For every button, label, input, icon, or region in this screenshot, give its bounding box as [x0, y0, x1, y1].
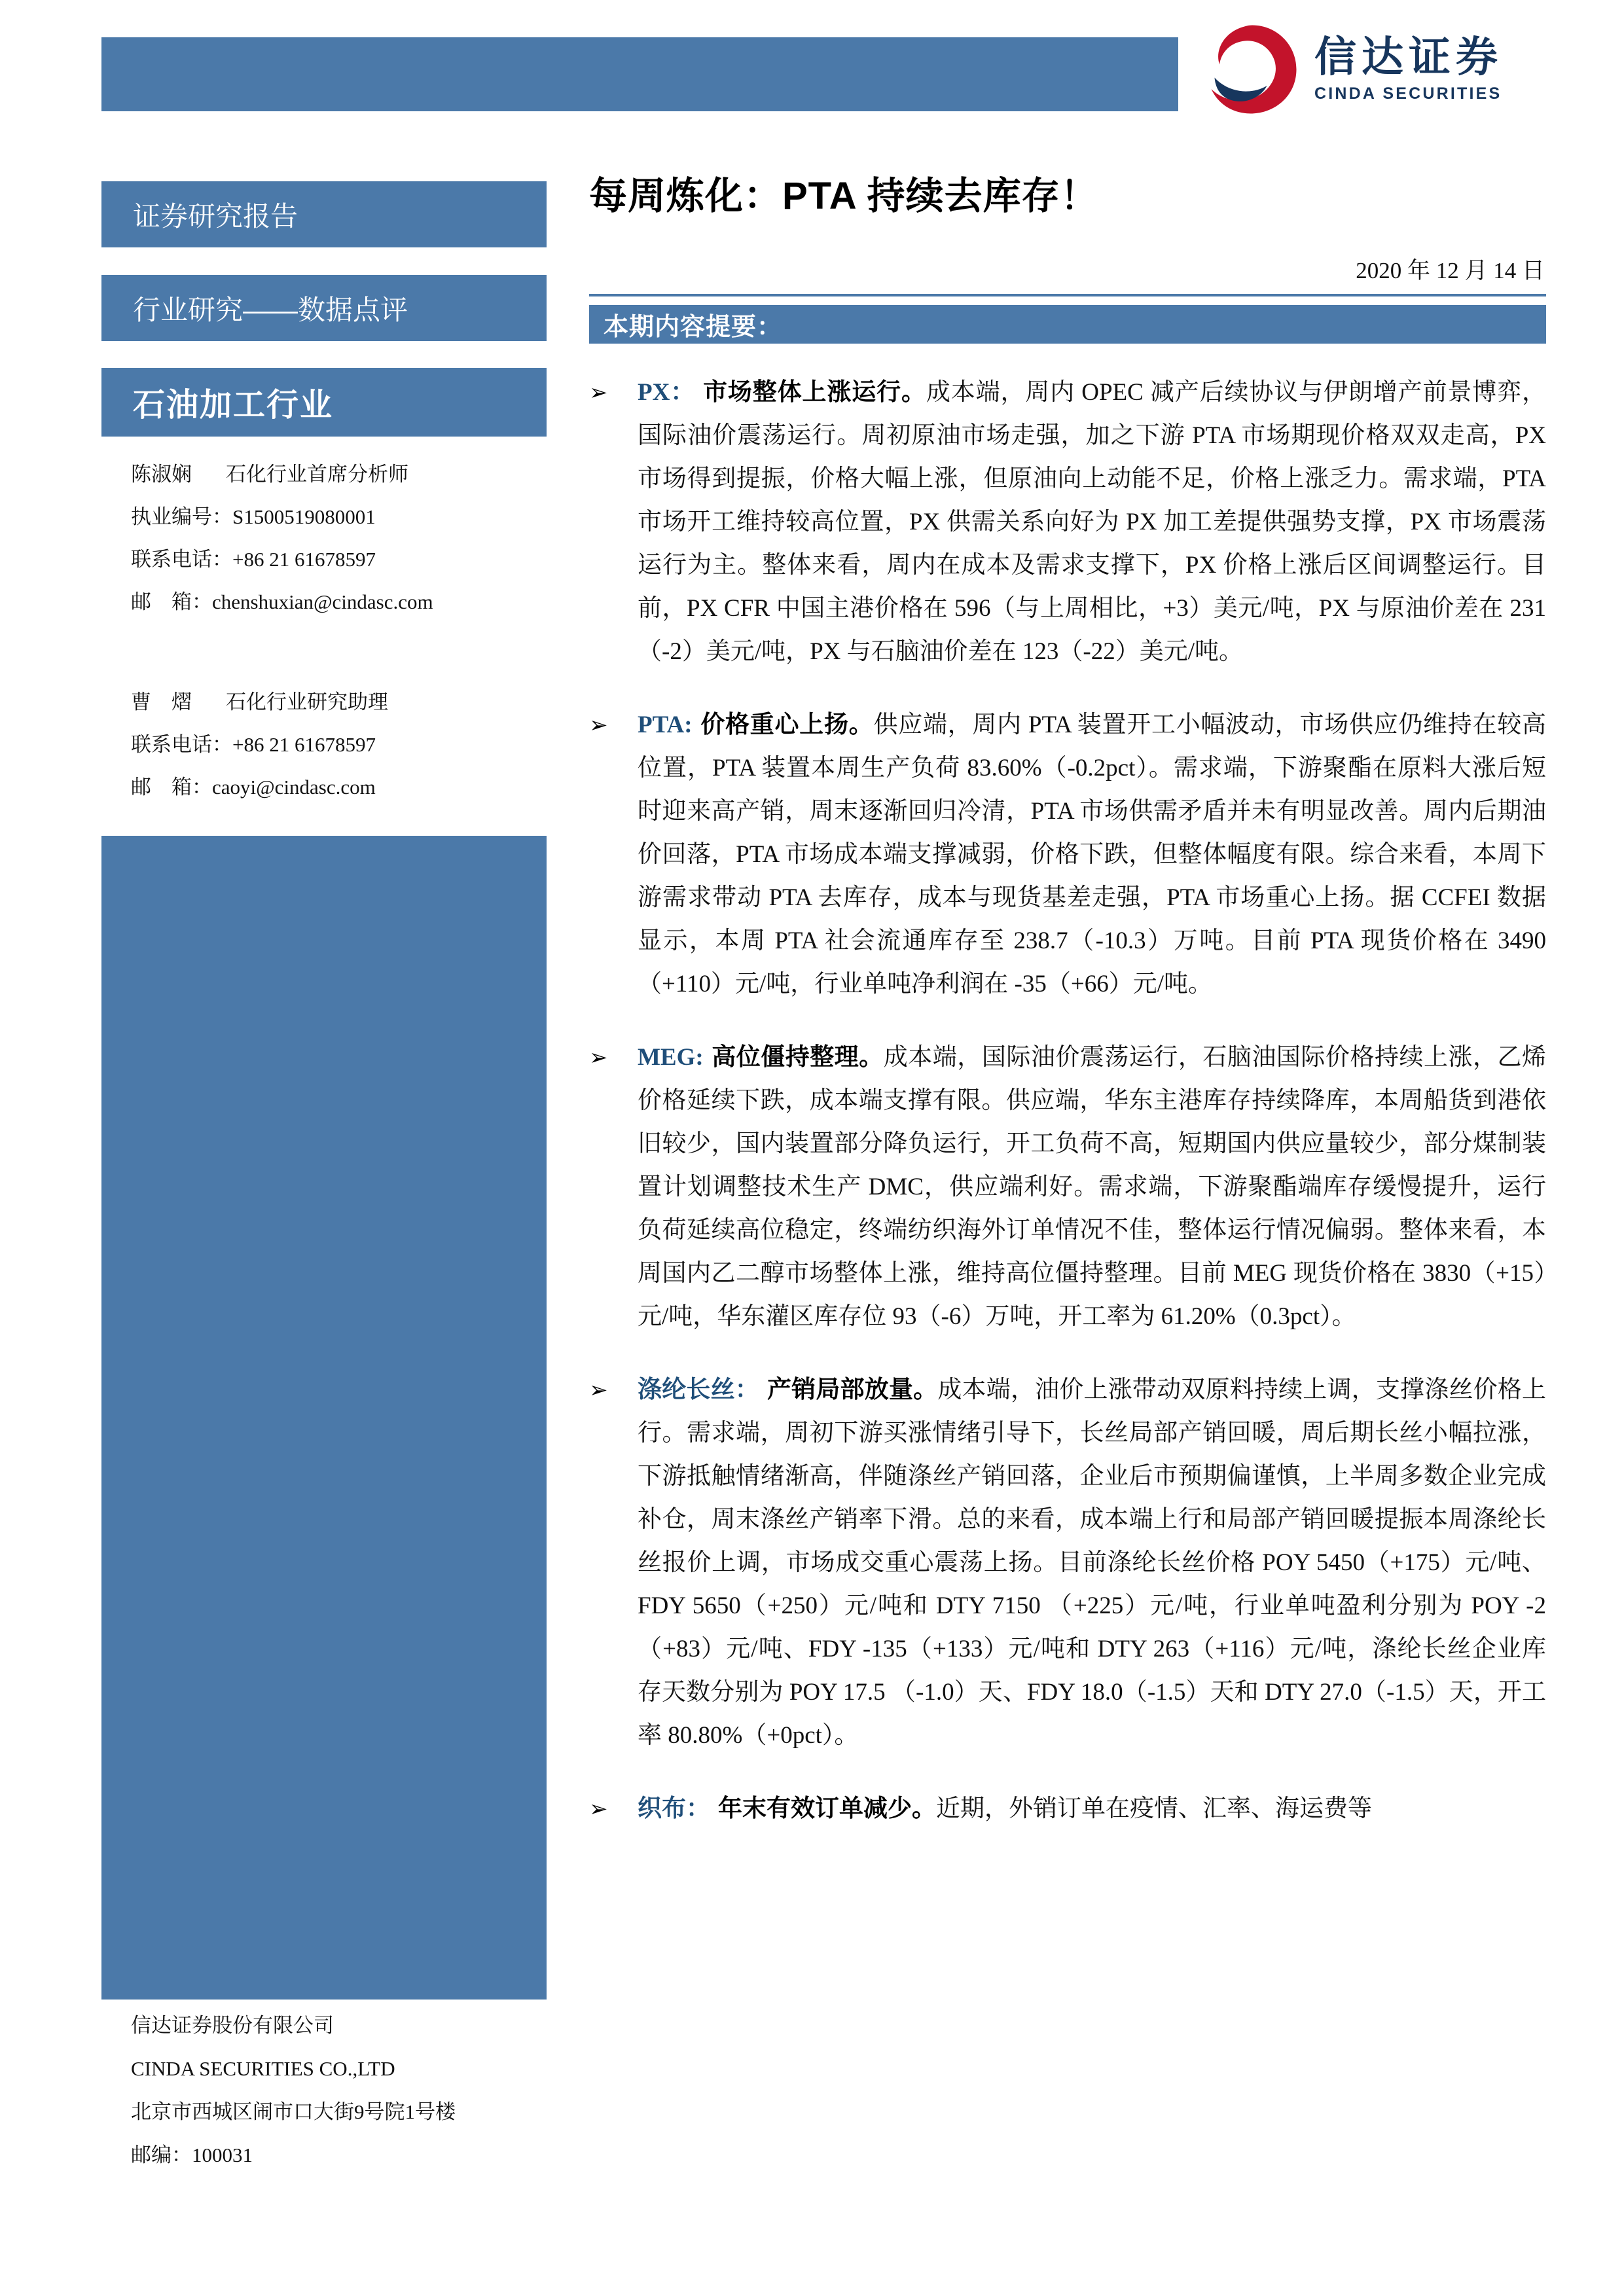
bullet-body: 供应端，周内 PTA 装置开工小幅波动，市场供应仍维持在较高位置，PTA 装置本周生产负荷 83.60%（-0.2pct）。需求端，下游聚酯在原料大涨后短时迎来高产销，周末逐渐回归冷清，PTA 市场供需矛盾并未有明显改善。周内后期油价回落，PTA 市场成本端支撑减弱，价格下跌，但整体幅度有限。综合来看，本周下游需求带动 PTA 去库存，成本与现货基差走强，PTA 市场重心上扬。据 CCFEI 数据显示，本周 PTA 社会流通库存至 238.7（-10.3）万吨。目前 PTA 现货价格在 3490（+110）元/吨，行业单吨净利润在 -35（+66）元/吨。: [638, 711, 1546, 997]
sidebar-box-industry: 石油加工行业: [101, 368, 547, 437]
bullet-lead: 市场整体上涨运行。: [703, 379, 926, 406]
field-label: 邮 箱：: [131, 776, 212, 798]
brand-logo: [1203, 18, 1503, 120]
bullet-body: 成本端，周内 OPEC 减产后续协议与伊朗增产前景博弈，国际油价震荡运行。周初原油市场走强，加之下游 PTA 市场期现价格双双走高，PX 市场得到提振，价格大幅上涨，但原油向上动能不足，价格上涨乏力。需求端，PTA 市场开工维持较高位置，PX 供需关系向好为 PX 加工差提供强势支撑，PX 市场震荡运行为主。整体来看，周内在成本及需求支撑下，PX 价格上涨后区间调整运行。目前，PX CFR 中国主港价格在 596（与上周相比，+3）美元/吨，PX 与原油价差在 231（-2）美元/吨，PX 与石脑油价差在 123（-22）美元/吨。: [638, 379, 1547, 665]
analyst-name: 曹 熠: [131, 691, 192, 713]
bullet-body: 近期，外销订单在疫情、汇率、海运费等: [936, 1795, 1372, 1822]
sidebar-box-research-type: 行业研究——数据点评: [101, 275, 547, 341]
bullet-px: [589, 371, 1546, 673]
email-address: caoyi@cindasc.com: [212, 776, 376, 798]
analyst-email-row: [131, 766, 550, 808]
field-label: 执业编号：: [131, 505, 232, 528]
summary-bullet-list: [589, 371, 1546, 1831]
section-header: 本期内容提要：: [589, 305, 1546, 344]
bullet-arrow-icon: ➢: [589, 712, 608, 738]
divider-line: [589, 294, 1546, 296]
company-postcode: 邮编：100031: [131, 2144, 253, 2166]
analyst-name-row: [131, 681, 550, 723]
bullet-lead: 价格重心上扬。: [700, 711, 874, 738]
analyst-title: 石化行业研究助理: [226, 691, 388, 713]
email-address: chenshuxian@cindasc.com: [212, 590, 433, 613]
bullet-arrow-icon: ➢: [589, 1377, 608, 1403]
sidebar-box-report-type: 证券研究报告: [101, 181, 547, 247]
brand-name-en: CINDA SECURITIES: [1314, 84, 1502, 103]
bullet-paragraph: [638, 371, 1546, 673]
company-info-block: [131, 2004, 563, 2177]
company-name-en: CINDA SECURITIES CO.,LTD: [131, 2057, 395, 2080]
cinda-logo-icon: [1203, 20, 1301, 118]
bullet-body: 成本端，国际油价震荡运行，石脑油国际价格持续上涨，乙烯价格延续下跌，成本端支撑有限。供应端，华东主港库存持续降库，本周船货到港依旧较少，国内装置部分降负运行，开工负荷不高，短期国内供应量较少，部分煤制装置计划调整技术生产 DMC，供应端利好。需求端，下游聚酯端库存缓慢提升，运行负荷延续高位稳定，终端纺织海外订单情况不佳，整体运行情况偏弱。整体来看，本周国内乙二醇市场整体上涨，维持高位僵持整理。目前 MEG 现货价格在 3830（+15）元/吨，华东灌区库存位 93（-6）万吨，开工率为 61.20%（0.3pct）。: [638, 1044, 1547, 1330]
analyst-name-row: [131, 453, 550, 495]
bullet-weaving: [589, 1787, 1546, 1831]
analyst-name: 陈淑娴: [131, 463, 192, 486]
phone-number: +86 21 61678597: [232, 733, 376, 756]
bullet-keyword: PX：: [638, 379, 696, 406]
phone-number: +86 21 61678597: [232, 548, 376, 571]
analyst-email-row: [131, 581, 550, 623]
bullet-meg: [589, 1036, 1546, 1338]
bullet-lead: 产销局部放量。: [767, 1376, 938, 1403]
header-bar: [101, 37, 1178, 111]
brand-name-cn: 信达证券: [1314, 33, 1503, 81]
license-number: S1500519080001: [232, 505, 376, 528]
bullet-keyword: 涤纶长丝：: [638, 1376, 759, 1403]
report-date: 2020 年 12 月 14 日: [1356, 258, 1545, 283]
analyst-phone-row: [131, 538, 550, 581]
bullet-lead: 年末有效订单减少。: [718, 1795, 936, 1822]
bullet-arrow-icon: ➢: [589, 1796, 608, 1822]
sidebar-blue-panel: [101, 836, 547, 2000]
bullet-arrow-icon: ➢: [589, 380, 608, 406]
bullet-body: 成本端，油价上涨带动双原料持续上调，支撑涤丝价格上行。需求端，周初下游买涨情绪引导下，长丝局部产销回暖，周后期长丝小幅拉涨，下游抵触情绪渐高，伴随涤丝产销回落，企业后市预期偏谨慎，上半周多数企业完成补仓，周末涤丝产销率下滑。总的来看，成本端上行和局部产销回暖提振本周涤纶长丝报价上调，市场成交重心震荡上扬。目前涤纶长丝价格 POY 5450（+175）元/吨、FDY 5650（+250）元/吨和 DTY 7150 （+225）元/吨，行业单吨盈利分别为 POY -2 （+83）元/吨、FDY -135（+133）元/吨和 DTY 263（+116）元/吨，涤纶长丝企业库存天数分别为 POY 17.5 （-1.0）天、FDY 18.0（-1.5）天和 DTY 27.0（-1.5）天，开工率 80.80%（+0pct）。: [638, 1376, 1547, 1749]
bullet-pta: [589, 704, 1546, 1006]
company-address: 北京市西城区闹市口大街9号院1号楼: [131, 2100, 456, 2123]
company-name-cn: 信达证券股份有限公司: [131, 2014, 334, 2037]
main-content: [589, 165, 1546, 1861]
brand-logo-text: [1314, 35, 1503, 103]
bullet-paragraph: [638, 704, 1546, 1006]
analyst-phone-row: [131, 723, 550, 766]
bullet-filament: [589, 1369, 1546, 1757]
analyst-license-row: [131, 495, 550, 538]
field-label: 联系电话：: [131, 548, 232, 571]
bullet-paragraph: [638, 1369, 1546, 1757]
spacer: [131, 623, 550, 681]
bullet-paragraph: [638, 1036, 1546, 1338]
bullet-lead: 高位僵持整理。: [711, 1044, 884, 1071]
bullet-arrow-icon: ➢: [589, 1045, 608, 1071]
field-label: 邮 箱：: [131, 590, 212, 613]
bullet-keyword: MEG:: [638, 1044, 704, 1071]
bullet-paragraph: [638, 1787, 1546, 1831]
analyst-title: 石化行业首席分析师: [226, 463, 408, 486]
report-title: 每周炼化：PTA 持续去库存！: [589, 175, 1099, 217]
field-label: 联系电话：: [131, 733, 232, 756]
analyst-contact-block: [131, 453, 550, 808]
bullet-keyword: PTA:: [638, 711, 693, 738]
bullet-keyword: 织布：: [638, 1795, 710, 1822]
